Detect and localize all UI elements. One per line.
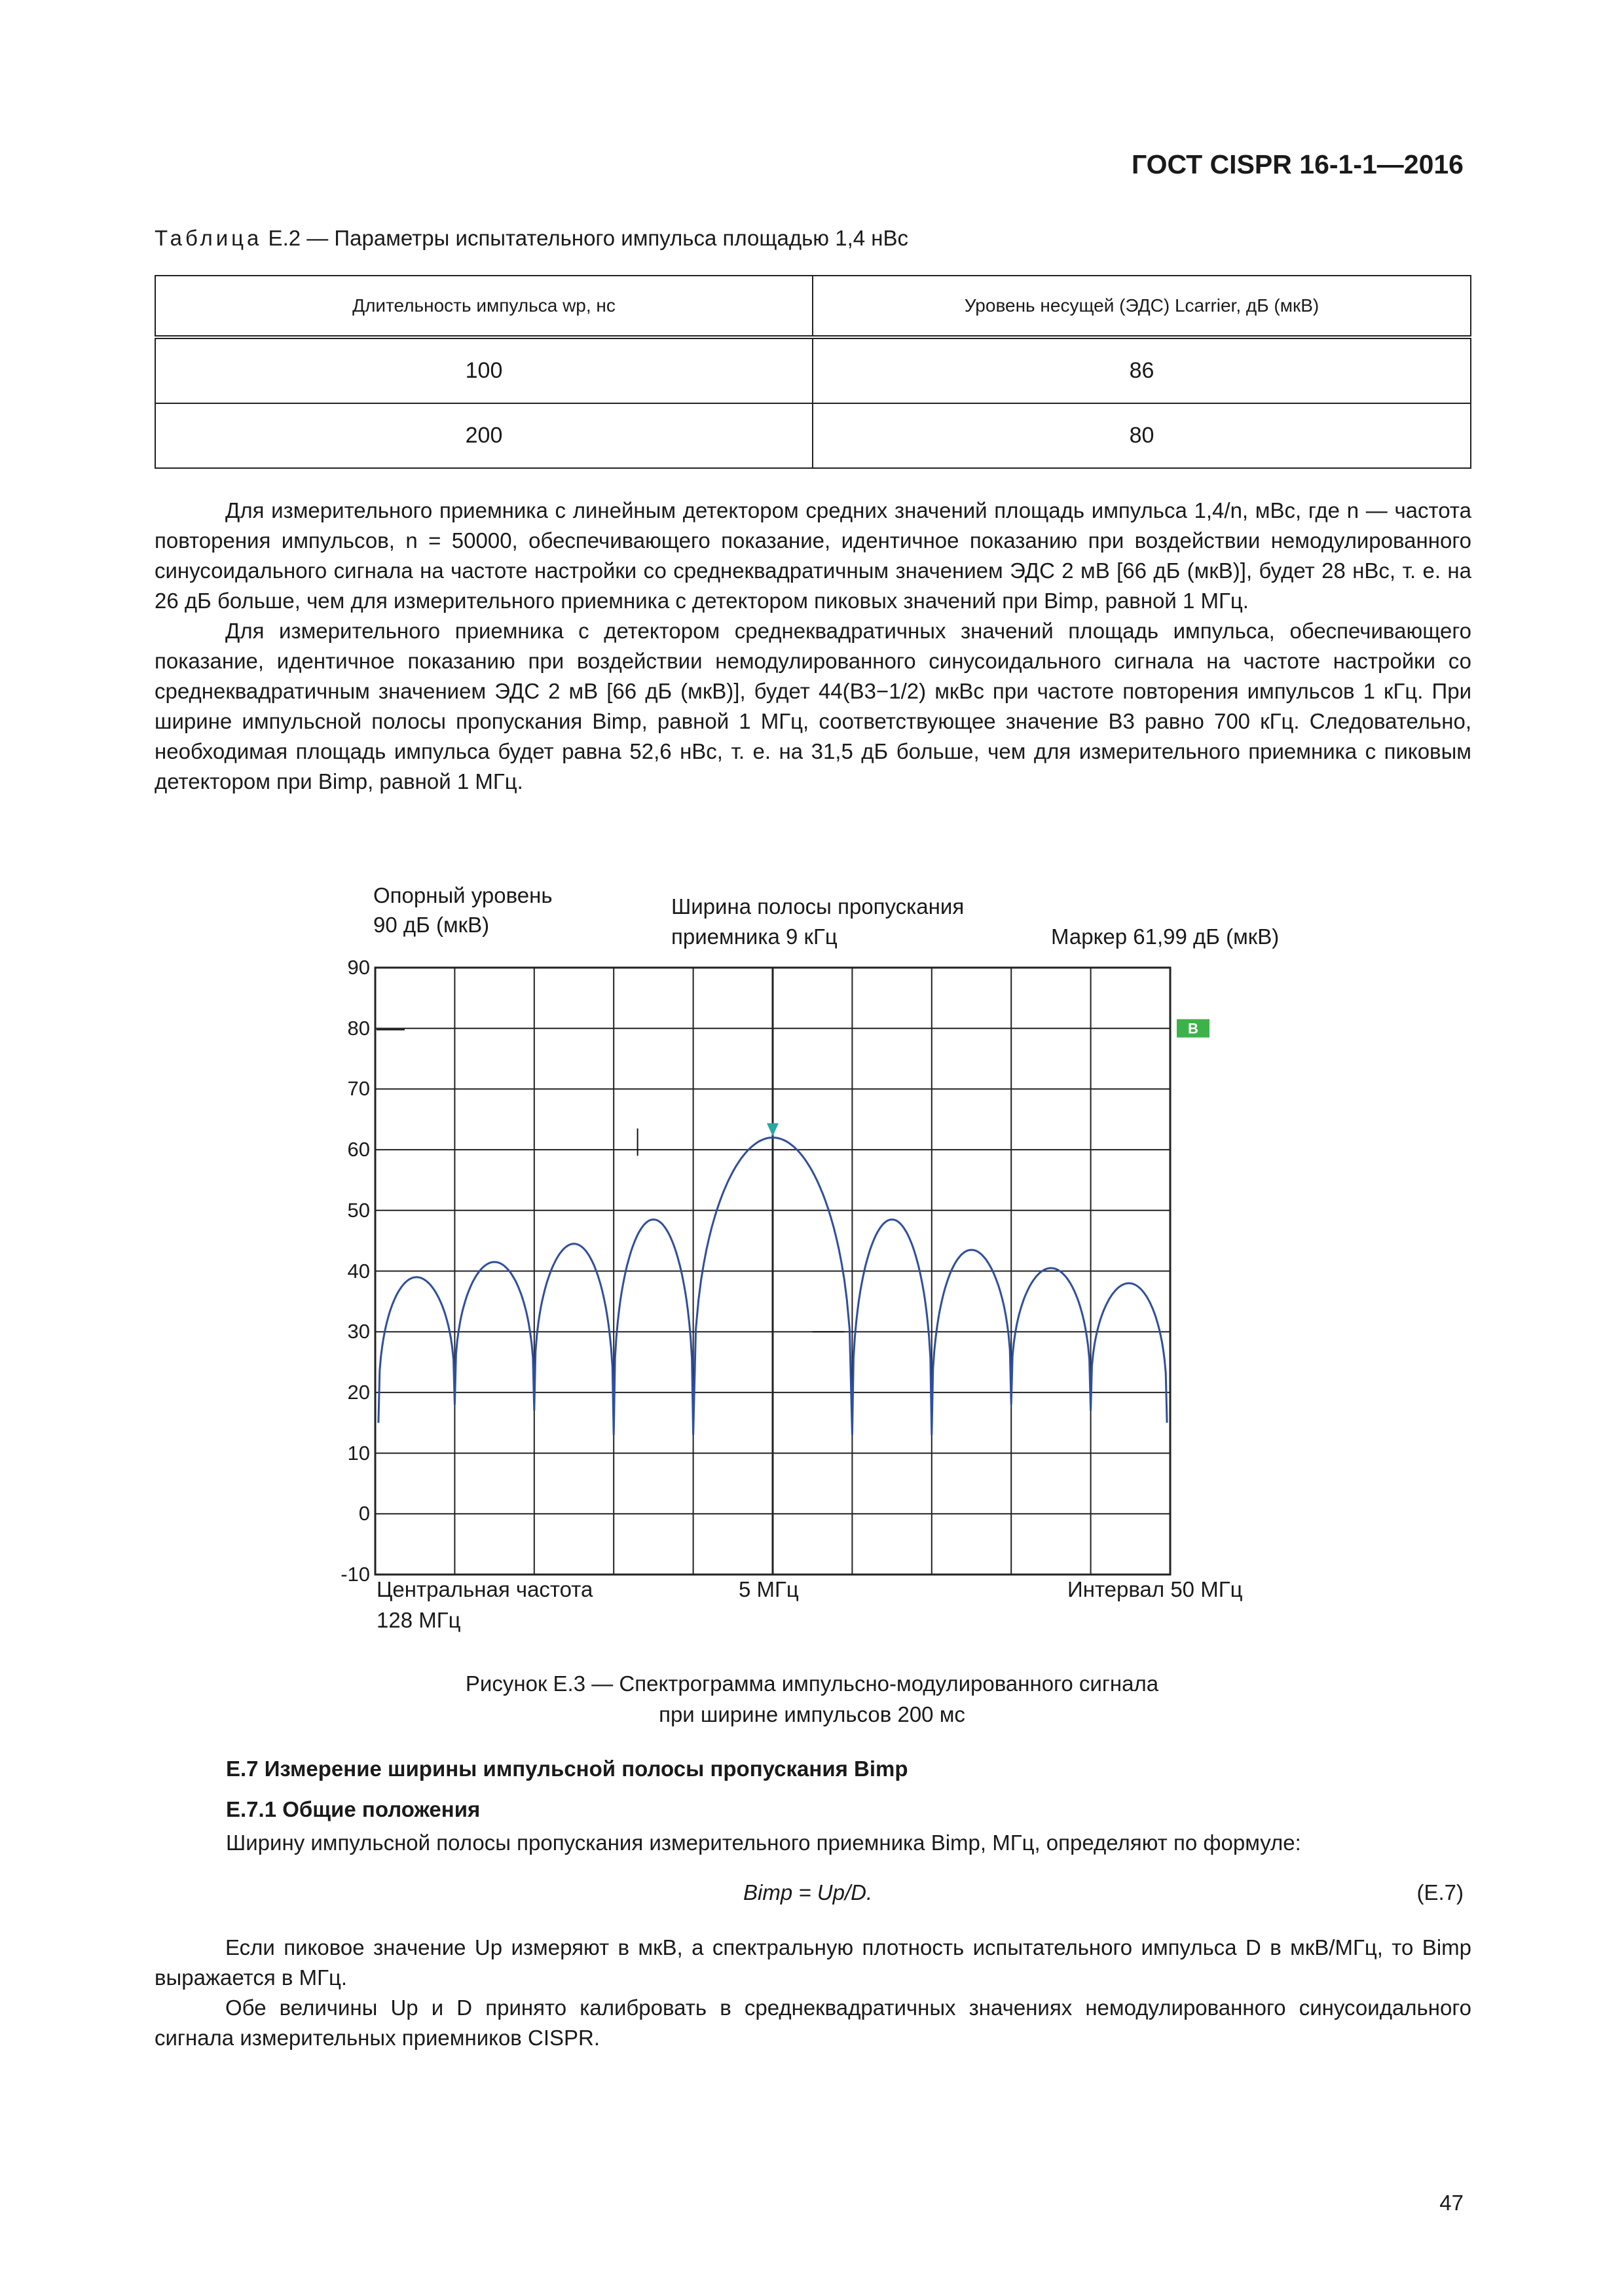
col1-header: Длительность импульса wp, нс <box>155 276 813 337</box>
div-label: 5 МГц <box>739 1577 799 1601</box>
y-tick-label: 10 <box>347 1441 370 1465</box>
formula: Bimp = Up/D. <box>743 1880 873 1904</box>
center-freq-label-2: 128 МГц <box>377 1608 461 1632</box>
section-intro: Ширину импульсной полосы пропускания измерительного приемника Bimp, МГц, определяют по формуле: <box>226 1831 1301 1855</box>
table-caption-text: E.2 — Параметры испытательного импульса площадью 1,4 нВс <box>262 226 908 250</box>
table-caption <box>155 226 908 251</box>
y-tick-label: -10 <box>341 1563 370 1586</box>
y-tick-label: 60 <box>347 1138 370 1161</box>
y-tick-label: 80 <box>347 1016 370 1040</box>
table-row <box>155 403 1471 468</box>
paragraph-1: Для измерительного приемника с линейным детектором средних значений площадь импульса 1,4/n, мВс, где n — частота повторения импульсов, n = 50000, обеспечивающего показание, идентичное показанию при воздействии немодулированного синусоидального сигнала на частоте настройки со среднеквадратичным значением ЭДС 2 мВ [66 дБ (мкВ)], будет 28 нВс, т. е. на 26 дБ больше, чем для измерительного приемника с детектором пиковых значений при Bimp, равной 1 МГц. <box>155 498 1471 613</box>
section-title-e7: E.7 Измерение ширины импульсной полосы пропускания Bimp <box>226 1757 908 1781</box>
figure-caption-1: Рисунок E.3 — Спектрограмма импульсно-модулированного сигнала <box>465 1671 1159 1696</box>
paragraph-2: Для измерительного приемника с детектором среднеквадратичных значений площадь импульса, обеспечивающего показание, идентичное показанию при воздействии немодулированного синусоидального сигнала на частоте настройки со среднеквадратичным значением ЭДС 2 мВ [66 дБ (мкВ)], будет 44(B3−1/2) мкВс при частоте повторения импульсов 1 кГц. При ширине импульсной полосы пропускания Bimp, равной 1 МГц, соответствующее значение B3 равно 700 кГц. Следовательно, необходимая площадь импульса будет равна 52,6 нВс, т. е. на 31,5 дБ больше, чем для измерительного приемника с пиковым детектором при Bimp, равной 1 МГц. <box>155 619 1471 793</box>
formula-number: (E.7) <box>1416 1880 1464 1904</box>
paragraph-3: Если пиковое значение Up измеряют в мкВ, а спектральную плотность испытательного импульса D в мкВ/МГц, то Bimp выражается в МГц. <box>155 1935 1471 1990</box>
standard-header: ГОСТ CISPR 16-1-1—2016 <box>1131 149 1464 179</box>
table-cell: 86 <box>813 337 1471 403</box>
table-header-row <box>155 276 1471 337</box>
y-tick-label: 40 <box>347 1259 370 1283</box>
center-freq-label-1: Центральная частота <box>377 1577 593 1601</box>
section-title-e71: E.7.1 Общие положения <box>226 1797 481 1821</box>
rbw-label-1: Ширина полосы пропускания <box>671 894 965 919</box>
table-row <box>155 337 1471 403</box>
paragraph-4: Обе величины Up и D принято калибровать в среднеквадратичных значениях немодулированного синусоидального сигнала измерительных приемников CISPR. <box>155 1995 1471 2050</box>
body-text-top <box>155 496 1471 797</box>
y-tick-label: 70 <box>347 1077 370 1101</box>
y-tick-label: 20 <box>347 1380 370 1404</box>
ref-level-label-1: Опорный уровень <box>373 883 553 907</box>
spectrum-chart <box>373 962 1225 1578</box>
parameters-table <box>155 275 1471 469</box>
col2-header: Уровень несущей (ЭДС) Lcarrier, дБ (мкВ) <box>813 276 1471 337</box>
y-tick-label: 30 <box>347 1320 370 1343</box>
y-tick-label: 0 <box>358 1502 370 1525</box>
marker-icon <box>767 1123 779 1137</box>
y-tick-label: 50 <box>347 1198 370 1222</box>
body-text-bottom <box>155 1933 1471 2053</box>
y-tick-label: 90 <box>347 956 370 979</box>
ref-level-label-2: 90 дБ (мкВ) <box>373 913 490 937</box>
marker-label: Маркер 61,99 дБ (мкВ) <box>1051 924 1280 949</box>
rbw-label-2: приемника 9 кГц <box>671 924 838 949</box>
table-caption-word: Таблица <box>155 226 263 250</box>
span-label: Интервал 50 МГц <box>1067 1577 1243 1601</box>
table-cell: 200 <box>155 403 813 468</box>
trace-label: B <box>1188 1020 1198 1037</box>
table-cell: 100 <box>155 337 813 403</box>
page-number: 47 <box>1439 2191 1464 2215</box>
figure-caption-2: при ширине импульсов 200 мс <box>659 1702 965 1726</box>
table-cell: 80 <box>813 403 1471 468</box>
